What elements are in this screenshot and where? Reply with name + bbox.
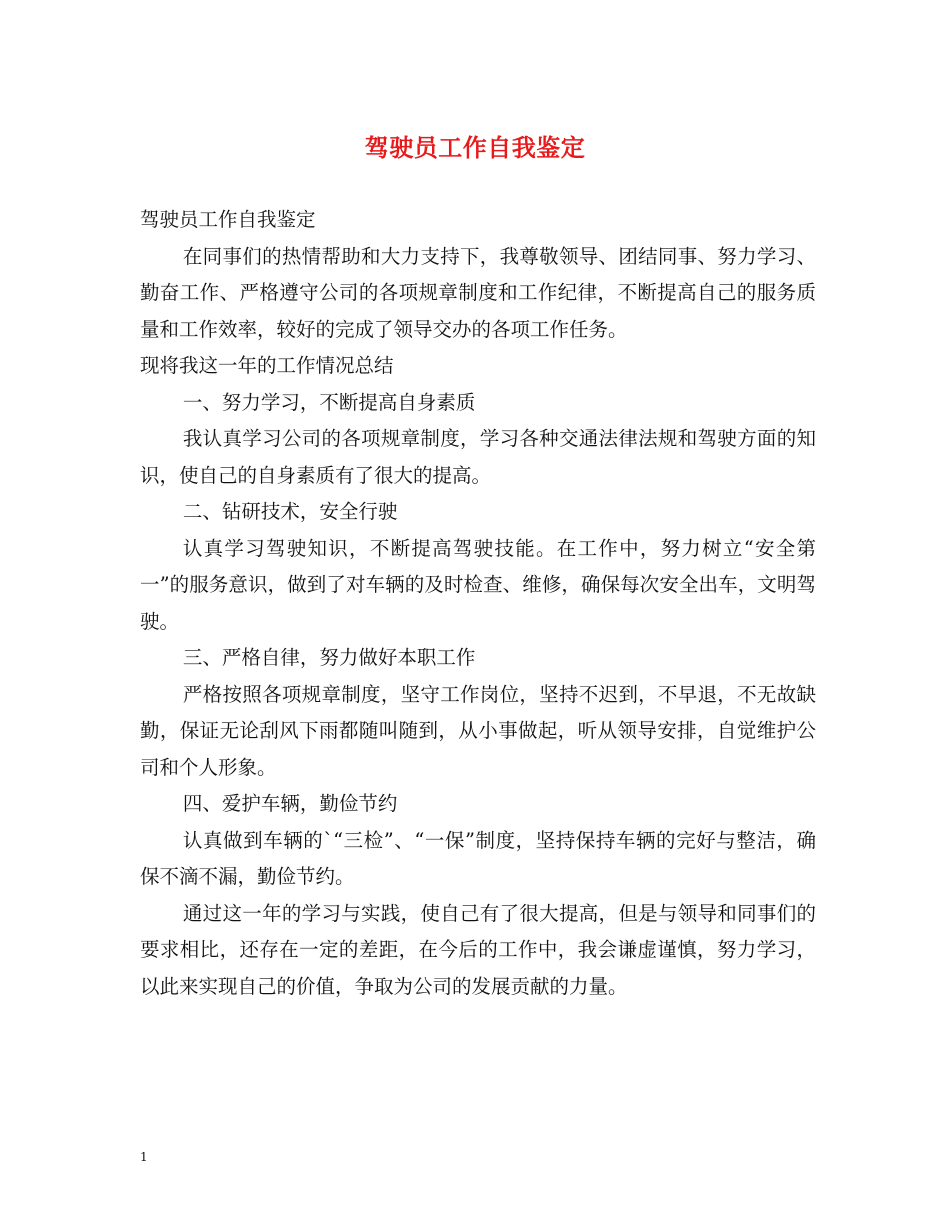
paragraph-intro: 在同事们的热情帮助和大力支持下，我尊敬领导、团结同事、努力学习、勤奋工作、严格遵守公司的各项规章制度和工作纪律，不断提高自己的服务质量和工作效率，较好的完成了领导交办的各项工作任务。 xyxy=(140,244,816,341)
section-heading-2: 二、钻研技术，安全行驶 xyxy=(182,500,398,523)
section-heading-1: 一、努力学习，不断提高自身素质 xyxy=(182,390,476,414)
document-title: 驾驶员工作自我鉴定 xyxy=(364,133,586,162)
paragraph-section-4: 认真做到车辆的`“三检”、“一保”制度，坚持保持车辆的完好与整洁，确保不滴不漏，勤俭节约。 xyxy=(140,828,816,888)
paragraph-section-2: 认真学习驾驶知识，不断提高驾驶技能。在工作中，努力树立“安全第一”的服务意识，做到了对车辆的及时检查、维修，确保每次安全出车，文明驾驶。 xyxy=(140,536,816,633)
paragraph-conclusion: 通过这一年的学习与实践，使自己有了很大提高，但是与领导和同事们的要求相比，还存在一定的差距，在今后的工作中，我会谦虚谨慎，努力学习，以此来实现自己的价值，争取为公司的发展贡献的力量。 xyxy=(140,901,816,998)
paragraph-heading: 驾驶员工作自我鉴定 xyxy=(140,208,316,231)
paragraph-section-1: 我认真学习公司的各项规章制度，学习各种交通法律法规和驾驶方面的知识，使自己的自身素质有了很大的提高。 xyxy=(140,427,816,487)
page-number: 1 xyxy=(140,1150,148,1164)
section-heading-4: 四、爱护车辆，勤俭节约 xyxy=(182,792,398,815)
paragraph-section-3: 严格按照各项规章制度，坚守工作岗位，坚持不迟到，不早退，不无故缺勤，保证无论刮风下雨都随叫随到，从小事做起，听从领导安排，自觉维护公司和个人形象。 xyxy=(140,682,816,779)
section-heading-3: 三、严格自律，努力做好本职工作 xyxy=(182,646,476,669)
document-body xyxy=(140,202,816,1005)
paragraph-summary-line: 现将我这一年的工作情况总结 xyxy=(140,354,394,377)
